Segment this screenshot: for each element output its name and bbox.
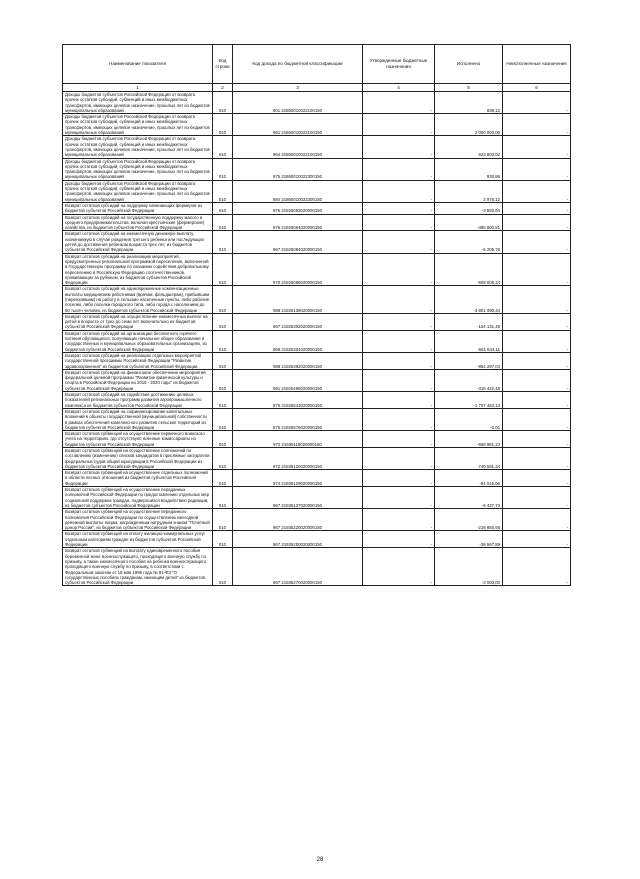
row-name: Возврат остатков субвенций на осуществление переданного полномочия Российской Федерации по осуществлению ежегодной денежной выплаты лицам, награжденным нагрудным знаком "Почетный донор России", из бюджетов субъектов Российской Федерации <box>63 509 213 531</box>
row-name: Возврат остатков субвенций на выплату единовременного пособия беременной жене военнослужащего, проходящего военную службу по призыву, а также ежемесячного пособия на ребенка военнослужащего, проходящего военную службу по призыву, в соответствии с Федеральным законом от 19 мая 1995 года № 81-ФЗ "О государственных пособиях гражданам, имеющим детей" из бюджетов субъектов Российской Федерации <box>63 548 213 586</box>
row-exec: -1 707 463,13 <box>435 392 503 409</box>
header-exec: Исполнено <box>435 45 503 84</box>
row-code: 010 <box>213 313 233 330</box>
column-number-row <box>63 84 571 92</box>
row-approved: - <box>363 158 435 180</box>
row-name: Доходы бюджетов субъектов Российской Федерации от возврата прочих остатков субсидий, субвенций и иных межбюджетных трансфертов, имеющих целевое назначение, прошлых лет из бюджетов муниципальных образований <box>63 180 213 202</box>
table-body <box>63 92 571 586</box>
row-approved: - <box>363 369 435 391</box>
row-code: 010 <box>213 330 233 352</box>
row-code: 010 <box>213 180 233 202</box>
row-name: Возврат остатков субсидий на финансовое обеспечение мероприятий федеральной целевой программы "Развитие физической культуры и спорта в Российской Федерации на 2016 - 2020 годы" из бюджетов субъектов Российской Федерации <box>63 369 213 391</box>
row-approved: - <box>363 214 435 231</box>
row-approved: - <box>363 487 435 509</box>
row-name: Возврат остатков субвенций на осуществление переданных полномочий Российской Федерации по предоставлению отдельных мер социальной поддержки граждан, подвергшихся воздействию радиации, из бюджетов субъектов Российской Федерации <box>63 487 213 509</box>
row-rest: - <box>503 470 571 487</box>
table-row <box>63 214 571 231</box>
row-exec: 2 000 000,00 <box>435 114 503 136</box>
row-code: 010 <box>213 214 233 231</box>
row-code: 010 <box>213 202 233 214</box>
row-name: Доходы бюджетов субъектов Российской Федерации от возврата прочих остатков субсидий, субвенций и иных межбюджетных трансфертов, имеющих целевое назначение, прошлых лет из бюджетов муниципальных образований <box>63 114 213 136</box>
row-code: 010 <box>213 448 233 470</box>
table-row <box>63 313 571 330</box>
row-rest: - <box>503 180 571 202</box>
row-code: 010 <box>213 509 233 531</box>
header-code: Код строки <box>213 45 233 84</box>
row-exec: -3 593,64 <box>435 202 503 214</box>
table-row <box>63 286 571 313</box>
row-approved: - <box>363 509 435 531</box>
table-row <box>63 392 571 409</box>
row-code: 010 <box>213 408 233 430</box>
table-row <box>63 202 571 214</box>
row-exec: -3 000,00 <box>435 548 503 586</box>
row-code: 010 <box>213 470 233 487</box>
row-rest: - <box>503 214 571 231</box>
page-number: 28 <box>316 857 324 863</box>
row-approved: - <box>363 180 435 202</box>
table-row <box>63 114 571 136</box>
table-row <box>63 431 571 448</box>
row-rest: - <box>503 352 571 369</box>
table-row <box>63 369 571 391</box>
row-name: Доходы бюджетов субъектов Российской Федерации от возврата прочих остатков субсидий, субвенций и иных межбюджетных трансфертов, имеющих целевое назначение, прошлых лет из бюджетов муниципальных образований <box>63 158 213 180</box>
row-exec: -216 850,66 <box>435 509 503 531</box>
row-approved: - <box>363 202 435 214</box>
row-name: Возврат остатков субвенций на осуществление первичного воинского учета на территориях, где отсутствуют военные комиссариаты из бюджетов субъектов Российской Федерации <box>63 431 213 448</box>
row-approved: - <box>363 313 435 330</box>
row-name: Возврат остатков субсидий на содействие достижению целевых показателей региональных программ развития агропромышленного комплекса из бюджетов субъектов Российской Федерации <box>63 392 213 409</box>
row-code: 010 <box>213 136 233 158</box>
row-kbk: 988 21925138020000150 <box>233 286 363 313</box>
revenue-table <box>62 44 571 586</box>
row-name: Возврат остатков субвенций на оплату жилищно-коммунальных услуг отдельным категориям граждан из бюджетов субъектов Российской Федерации <box>63 531 213 548</box>
row-kbk: 967 21925302020000150 <box>233 313 363 330</box>
row-exec: -854 297,04 <box>435 352 503 369</box>
row-code: 010 <box>213 531 233 548</box>
row-name: Возврат остатков субсидий на единовременные компенсационные выплаты медицинским работникам (врачам, фельдшерам), прибывшим (переехавшим) на работу в сельские населенные пункты, либо рабочие поселки, либо поселки городского типа, либо города с населением до 50 тысяч человек, из бюджетов субъектов Российской Федерации <box>63 286 213 313</box>
row-code: 010 <box>213 253 233 286</box>
row-kbk: 972 21935118020000150 <box>233 431 363 448</box>
row-code: 010 <box>213 392 233 409</box>
row-approved: - <box>363 92 435 114</box>
row-rest: - <box>503 448 571 470</box>
row-code: 010 <box>213 487 233 509</box>
row-name: Доходы бюджетов субъектов Российской Федерации от возврата прочих остатков субсидий, субвенций и иных межбюджетных трансфертов, имеющих целевое назначение, прошлых лет из бюджетов муниципальных образований <box>63 92 213 114</box>
table-header-row <box>63 45 571 84</box>
row-exec: -3 801 090,44 <box>435 286 503 313</box>
row-exec: -5 205,76 <box>435 231 503 253</box>
row-kbk: 801 21860010022100150 <box>233 92 363 114</box>
row-rest: - <box>503 136 571 158</box>
row-approved: - <box>363 448 435 470</box>
row-exec: -509 008,24 <box>435 253 503 286</box>
row-rest: - <box>503 114 571 136</box>
row-approved: - <box>363 352 435 369</box>
row-rest: - <box>503 369 571 391</box>
row-exec: -0,01 <box>435 408 503 430</box>
row-approved: - <box>363 531 435 548</box>
row-kbk: 976 21925064020000150 <box>233 214 363 231</box>
column-number: 1 <box>63 84 213 92</box>
row-rest: - <box>503 313 571 330</box>
row-rest: - <box>503 531 571 548</box>
row-kbk: 974 21935129020000150 <box>233 470 363 487</box>
row-approved: - <box>363 548 435 586</box>
row-name: Возврат остатков субсидий на софинансирование капитальных вложений в объекты государственной (муниципальной) собственности в рамках обеспечения комплексного развития сельских территорий из бюджетов субъектов Российской Федерации <box>63 408 213 430</box>
row-approved: - <box>363 330 435 352</box>
row-exec: -485 800,81 <box>435 214 503 231</box>
row-name: Доходы бюджетов субъектов Российской Федерации от возврата прочих остатков субсидий, субвенций и иных межбюджетных трансфертов, имеющих целевое назначение, прошлых лет из бюджетов муниципальных образований <box>63 136 213 158</box>
column-number: 2 <box>213 84 233 92</box>
report-sheet <box>62 44 570 586</box>
column-number: 4 <box>363 84 435 92</box>
row-approved: - <box>363 253 435 286</box>
row-exec: -38 567,89 <box>435 531 503 548</box>
row-exec: -740 591,34 <box>435 448 503 470</box>
row-rest: - <box>503 92 571 114</box>
row-kbk: 972 21935120020000150 <box>233 448 363 470</box>
row-rest: - <box>503 253 571 286</box>
row-rest: - <box>503 231 571 253</box>
table-row <box>63 448 571 470</box>
row-code: 010 <box>213 352 233 369</box>
row-code: 010 <box>213 158 233 180</box>
row-exec: 923 803,02 <box>435 136 503 158</box>
table-row <box>63 180 571 202</box>
row-exec: -94 015,06 <box>435 470 503 487</box>
row-name: Возврат остатков субсидий на организацию бесплатного горячего питания обучающихся, получающих начальное общее образование в государственных и муниципальных образовательных организациях, из бюджетов субъектов Российской Федерации <box>63 330 213 352</box>
row-kbk: 961 21860010022100150 <box>233 114 363 136</box>
row-exec: -558 881,23 <box>435 431 503 448</box>
row-code: 010 <box>213 548 233 586</box>
row-rest: - <box>503 548 571 586</box>
row-approved: - <box>363 136 435 158</box>
table-row <box>63 231 571 253</box>
row-kbk: 984 21860010022300150 <box>233 180 363 202</box>
row-rest: - <box>503 158 571 180</box>
row-kbk: 975 21860010022300150 <box>233 158 363 180</box>
row-name: Возврат остатков субсидий на реализацию мероприятий, предусмотренных региональной программой переселения, включенной в Государственную программу по оказанию содействия добровольному переселению в Российскую Федерацию соотечественников, проживающих за рубежом, из бюджетов субъектов Российской Федерации <box>63 253 213 286</box>
row-name: Возврат остатков субсидий на ежемесячную денежную выплату, назначаемую в случае рождения третьего ребенка или последующих детей до достижения ребенком возраста трех лет, из бюджетов субъектов Российской Федерации <box>63 231 213 253</box>
table-row <box>63 470 571 487</box>
table-row <box>63 531 571 548</box>
row-code: 010 <box>213 286 233 313</box>
row-exec: 930,86 <box>435 158 503 180</box>
row-rest: - <box>503 202 571 214</box>
row-kbk: 967 21935250020000150 <box>233 531 363 548</box>
row-rest: - <box>503 408 571 430</box>
header-approved: Утвержденные бюджетные назначения <box>363 45 435 84</box>
row-exec: -661 643,11 <box>435 330 503 352</box>
row-approved: - <box>363 431 435 448</box>
row-code: 010 <box>213 231 233 253</box>
row-name: Возврат остатков субвенций на осуществление отдельных полномочий в области лесных отношений из бюджетов субъектов Российской Федерации <box>63 470 213 487</box>
row-kbk: 967 21935137020000150 <box>233 487 363 509</box>
row-approved: - <box>363 470 435 487</box>
row-rest: - <box>503 431 571 448</box>
row-rest: - <box>503 509 571 531</box>
row-kbk: 967 21935270020000150 <box>233 548 363 586</box>
row-kbk: 964 21860010022100150 <box>233 136 363 158</box>
row-exec: -154 131,49 <box>435 313 503 330</box>
table-row <box>63 408 571 430</box>
row-approved: - <box>363 114 435 136</box>
row-exec: 839,12 <box>435 92 503 114</box>
row-kbk: 975 21925543020000150 <box>233 392 363 409</box>
row-kbk: 988 21925382020000150 <box>233 352 363 369</box>
column-number: 6 <box>503 84 571 92</box>
column-number: 5 <box>435 84 503 92</box>
header-rest: Неисполненные назначения <box>503 45 571 84</box>
table-row <box>63 548 571 586</box>
row-name: Возврат остатков субсидий на поддержку начинающих фермеров из бюджетов субъектов Российской Федерации <box>63 202 213 214</box>
row-code: 010 <box>213 431 233 448</box>
table-row <box>63 509 571 531</box>
row-name: Возврат остатков субсидий на реализацию отдельных мероприятий государственной программы Российской Федерации "Развитие здравоохранения" из бюджетов субъектов Российской Федерации <box>63 352 213 369</box>
row-kbk: 975 21925053020000150 <box>233 202 363 214</box>
row-kbk: 975 21925576020000150 <box>233 408 363 430</box>
header-name: Наименование показателя <box>63 45 213 84</box>
row-kbk: 968 21925304020000150 <box>233 330 363 352</box>
row-approved: - <box>363 231 435 253</box>
row-kbk: 967 21935220020000150 <box>233 509 363 531</box>
row-name: Возврат остатков субсидий на государственную поддержку малого и среднего предпринимательства, включая крестьянские (фермерские) хозяйства, из бюджетов субъектов Российской Федерации <box>63 214 213 231</box>
table-row <box>63 352 571 369</box>
row-approved: - <box>363 408 435 430</box>
row-name: Возврат остатков субсидий на осуществление ежемесячных выплат на детей в возрасте от трех до семи лет включительно из бюджетов субъектов Российской Федерации <box>63 313 213 330</box>
table-row <box>63 253 571 286</box>
row-approved: - <box>363 286 435 313</box>
row-kbk: 991 21925495020000150 <box>233 369 363 391</box>
header-kbk: Код дохода по бюджетной классификации <box>233 45 363 84</box>
table-row <box>63 158 571 180</box>
table-row <box>63 136 571 158</box>
row-rest: - <box>503 286 571 313</box>
row-exec: -315 422,48 <box>435 369 503 391</box>
row-rest: - <box>503 330 571 352</box>
row-approved: - <box>363 392 435 409</box>
row-rest: - <box>503 392 571 409</box>
row-rest: - <box>503 487 571 509</box>
table-row <box>63 92 571 114</box>
table-row <box>63 330 571 352</box>
column-number: 3 <box>233 84 363 92</box>
row-exec: -6 437,73 <box>435 487 503 509</box>
row-kbk: 967 21925084020000150 <box>233 231 363 253</box>
row-exec: 2 978,12 <box>435 180 503 202</box>
row-kbk: 970 21925086020000150 <box>233 253 363 286</box>
row-code: 010 <box>213 92 233 114</box>
row-code: 010 <box>213 369 233 391</box>
table-row <box>63 487 571 509</box>
row-name: Возврат остатков субвенций на осуществление полномочий по составлению (изменению) списков кандидатов в присяжные заседатели федеральных судов общей юрисдикции в Российской Федерации из бюджетов субъектов Российской Федерации <box>63 448 213 470</box>
row-code: 010 <box>213 114 233 136</box>
